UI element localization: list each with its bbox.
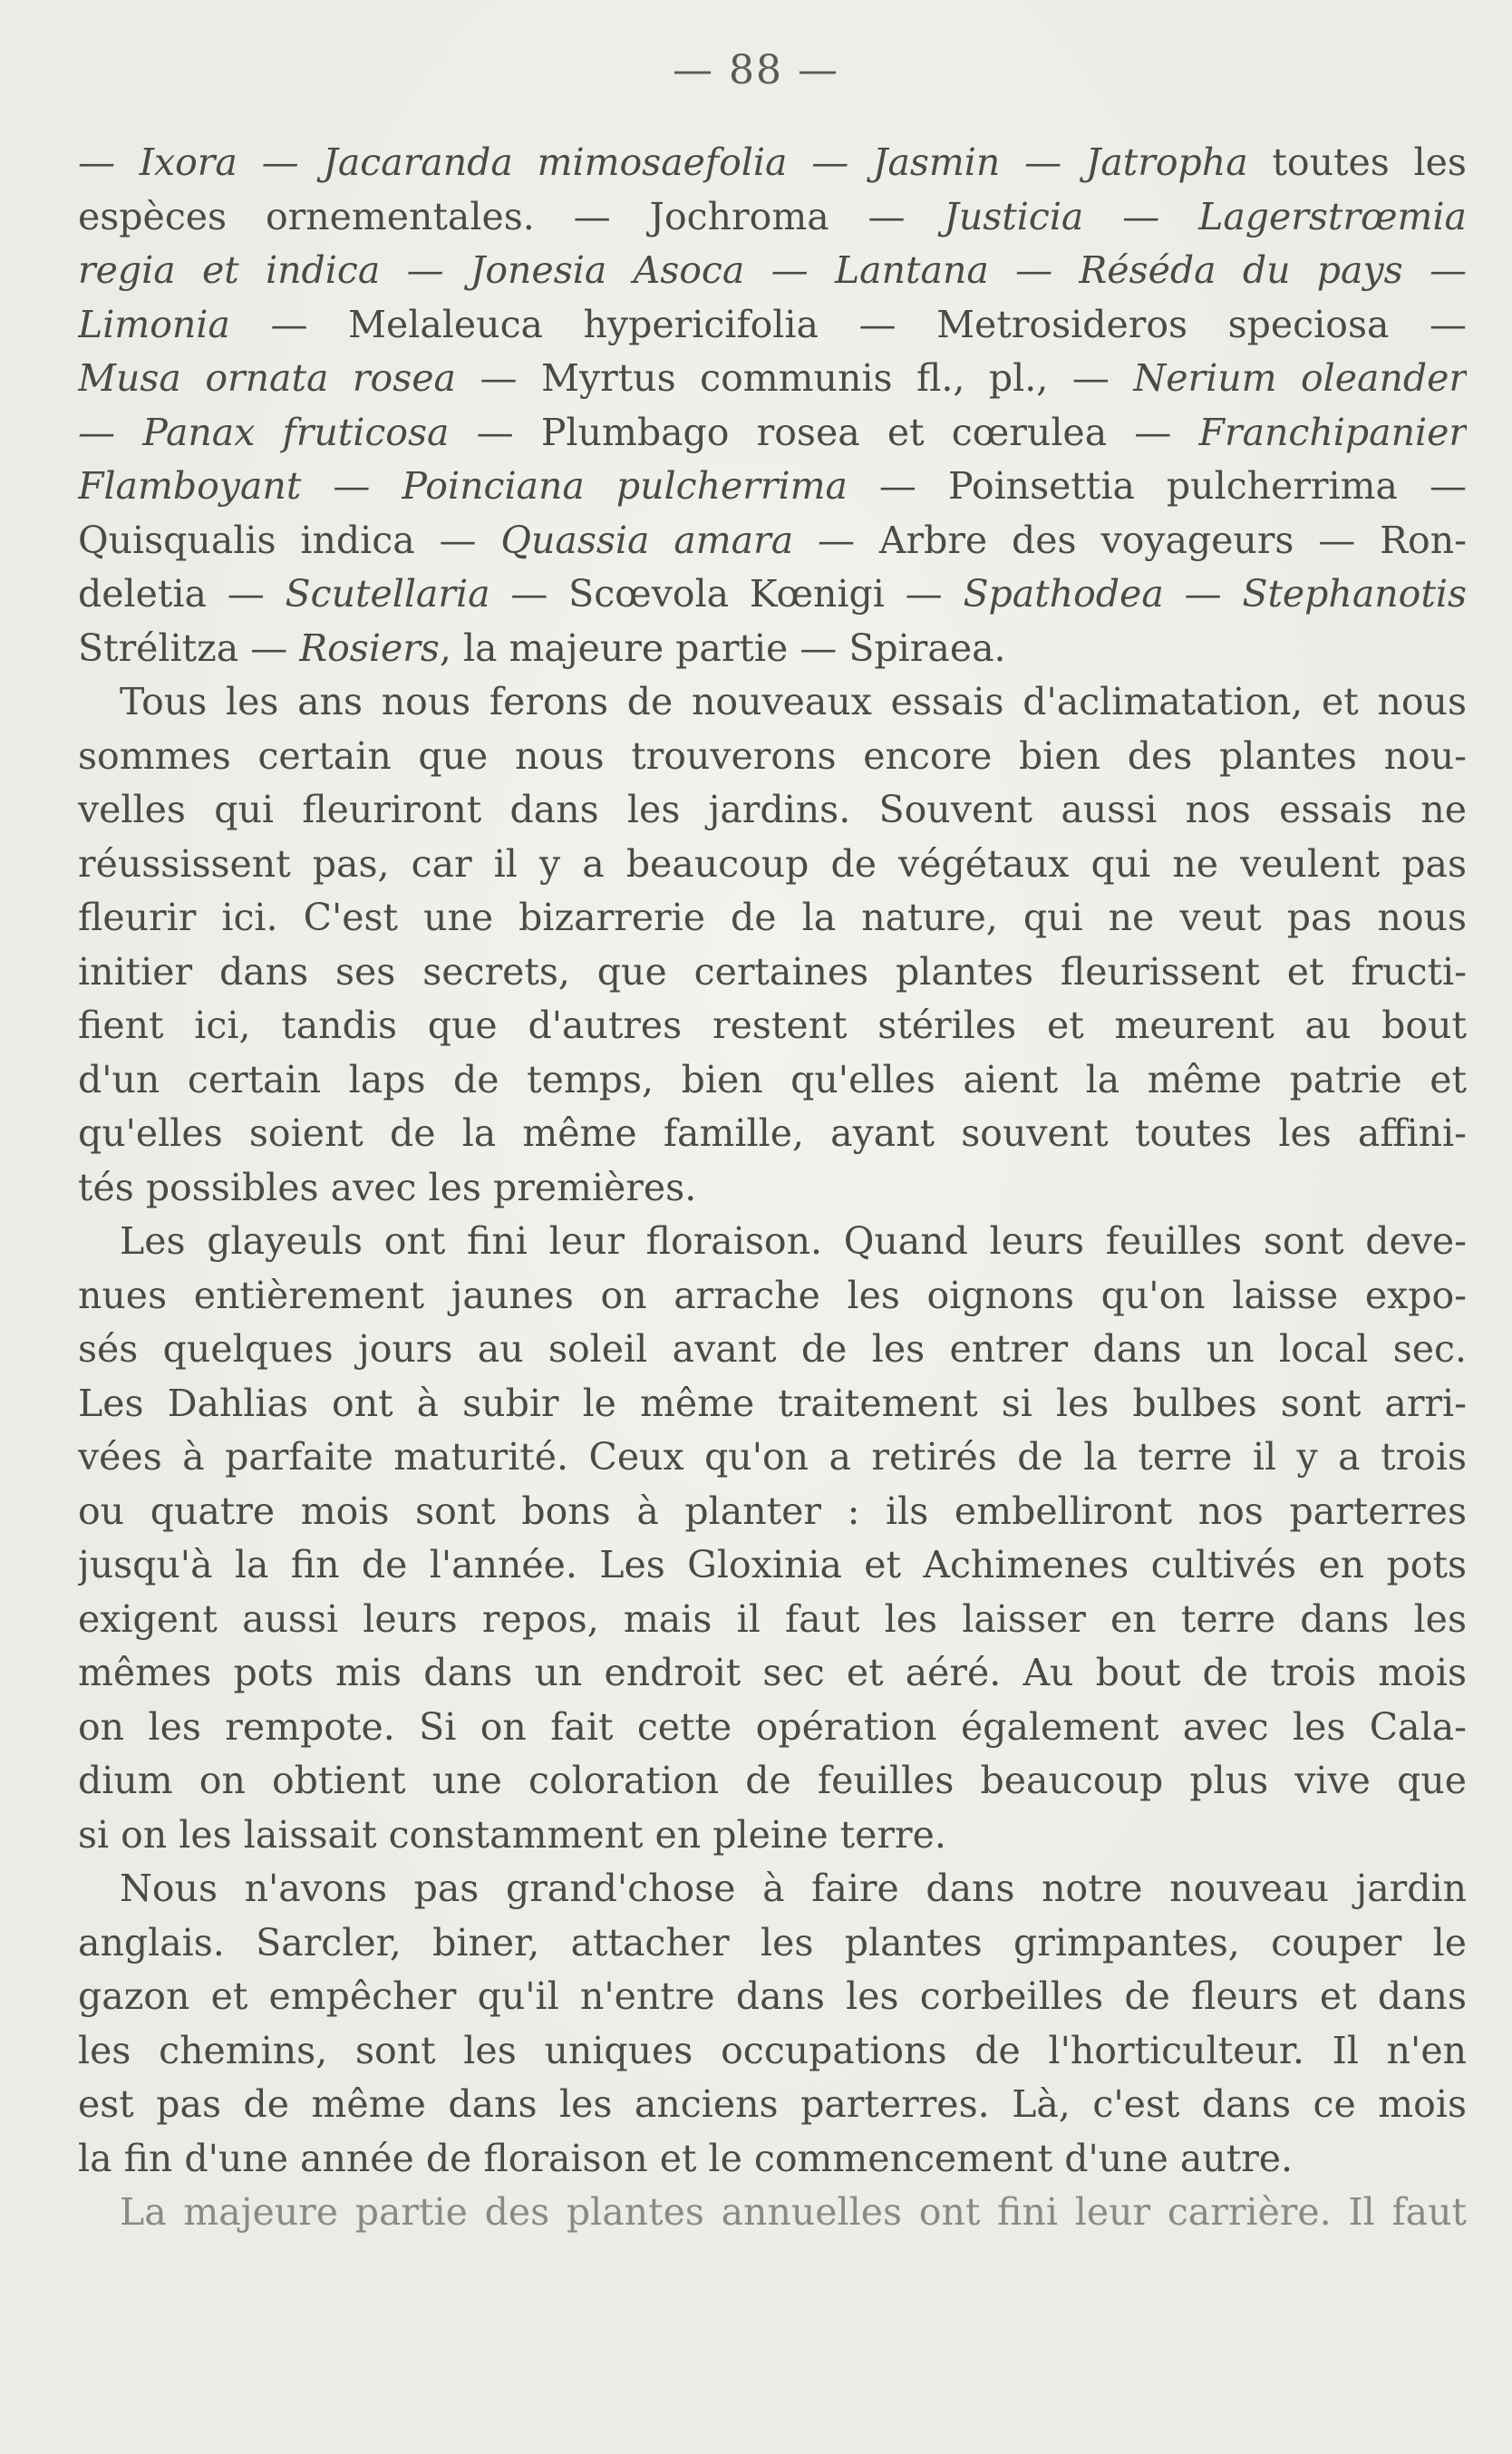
text-run: est pas de même dans les anciens parterres. Là, c'est dans ce mois bbox=[78, 2082, 1467, 2126]
text-run: mêmes pots mis dans un endroit sec et aéré. Au bout de trois mois bbox=[78, 1651, 1467, 1694]
text-line bbox=[78, 838, 1467, 892]
text-line bbox=[78, 1107, 1467, 1161]
text-line bbox=[78, 946, 1467, 1000]
text-run: qu'elles soient de la même famille, ayant souvent toutes les affini- bbox=[78, 1111, 1467, 1155]
text-run: vées à parfaite maturité. Ceux qu'on a retirés de la terre il y a trois bbox=[78, 1435, 1467, 1479]
italic-run: — Ixora — Jacaranda mimosaefolia — Jasmin — Jatropha bbox=[78, 141, 1248, 184]
text-run: Quisqualis indica — bbox=[78, 518, 501, 562]
italic-run: — Panax fruticosa bbox=[78, 410, 450, 454]
italic-run: Musa ornata rosea bbox=[78, 356, 456, 400]
paragraph bbox=[78, 1215, 1467, 1862]
text-run: ou quatre mois sont bons à planter : ils embelliront nos parterres bbox=[78, 1489, 1467, 1533]
text-run: — Myrtus communis fl., pl., — bbox=[455, 356, 1134, 400]
italic-run: Franchipanier bbox=[1198, 410, 1467, 454]
text-line bbox=[78, 136, 1467, 190]
text-line bbox=[78, 1538, 1467, 1593]
text-line bbox=[78, 783, 1467, 838]
text-line bbox=[78, 1323, 1467, 1377]
text-line bbox=[78, 1431, 1467, 1485]
text-run: d'un certain laps de temps, bien qu'elles aient la même patrie et bbox=[78, 1057, 1467, 1101]
text-line bbox=[78, 1269, 1467, 1324]
text-line bbox=[78, 1970, 1467, 2024]
text-run: Les glayeuls ont fini leur floraison. Quand leurs feuilles sont deve- bbox=[120, 1219, 1467, 1263]
text-line bbox=[78, 622, 1467, 676]
text-run: on les rempote. Si on fait cette opération également avec les Cala- bbox=[78, 1704, 1467, 1749]
text-run: initier dans ses secrets, que certaines plantes fleurissent et fructi- bbox=[78, 949, 1467, 994]
text-line bbox=[78, 675, 1467, 730]
text-line bbox=[78, 244, 1467, 298]
text-line bbox=[78, 1862, 1467, 1916]
text-run: — Poinsettia pulcherrima — bbox=[847, 464, 1467, 508]
text-line bbox=[78, 1053, 1467, 1108]
text-run: la fin d'une année de floraison et le commencement d'une autre. bbox=[78, 2136, 1294, 2180]
text-line bbox=[78, 1701, 1467, 1755]
text-line bbox=[78, 1377, 1467, 1431]
text-line bbox=[78, 2186, 1467, 2240]
text-line bbox=[78, 2024, 1467, 2079]
text-run: — Melaleuca hypericifolia — Metrosideros speciosa — bbox=[229, 302, 1467, 346]
paragraph bbox=[78, 2186, 1467, 2240]
text-run: , la majeure partie — Spiraea. bbox=[439, 626, 1006, 670]
text-run: les chemins, sont les uniques occupations de l'horticulteur. Il n'en bbox=[78, 2028, 1467, 2072]
paragraph bbox=[78, 1862, 1467, 2186]
italic-run: Justicia — Lagerstrœmia bbox=[944, 194, 1467, 238]
text-line bbox=[78, 514, 1467, 568]
text-line bbox=[78, 1754, 1467, 1809]
text-run: exigent aussi leurs repos, mais il faut les laisser en terre dans les bbox=[78, 1596, 1467, 1641]
text-line bbox=[78, 1593, 1467, 1647]
italic-run: Scutellaria bbox=[285, 572, 490, 616]
text-run: anglais. Sarcler, biner, attacher les plantes grimpantes, couper le bbox=[78, 1920, 1467, 1964]
text-run: tés possibles avec les premières. bbox=[78, 1165, 697, 1209]
page-number: — 88 — bbox=[673, 47, 839, 93]
text-run: sés quelques jours au soleil avant de les entrer dans un local sec. bbox=[78, 1327, 1467, 1371]
text-line bbox=[78, 2078, 1467, 2132]
text-line bbox=[78, 1809, 1467, 1863]
italic-run: Spathodea — Stephanotis bbox=[963, 572, 1467, 616]
text-run: toutes les bbox=[1247, 141, 1467, 184]
text-line bbox=[78, 891, 1467, 946]
text-run: — Scœvola Kœnigi — bbox=[489, 572, 964, 616]
text-run: réussissent pas, car il y a beaucoup de végétaux qui ne veulent pas bbox=[78, 841, 1467, 886]
text-run: — Plumbago rosea et cœrulea — bbox=[449, 410, 1199, 454]
text-line bbox=[78, 460, 1467, 514]
text-line bbox=[78, 730, 1467, 784]
text-run: — Arbre des voyageurs — Ron- bbox=[793, 518, 1467, 562]
text-run: Les Dahlias ont à subir le même traitement si les bulbes sont arri- bbox=[78, 1381, 1467, 1425]
italic-run: Rosiers bbox=[299, 626, 440, 670]
text-line bbox=[78, 298, 1467, 353]
text-run: deletia — bbox=[78, 572, 286, 616]
text-run: gazon et empêcher qu'il n'entre dans les corbeilles de fleurs et dans bbox=[78, 1974, 1467, 2018]
text-run: nues entièrement jaunes on arrache les oignons qu'on laisse expo- bbox=[78, 1273, 1467, 1317]
italic-run: Limonia bbox=[78, 302, 230, 346]
text-run: Nous n'avons pas grand'chose à faire dans notre nouveau jardin bbox=[120, 1867, 1467, 1910]
text-line bbox=[78, 1916, 1467, 1971]
text-line bbox=[78, 406, 1467, 461]
text-line bbox=[78, 1161, 1467, 1216]
text-line bbox=[78, 190, 1467, 245]
text-run: espèces ornementales. — Jochroma — bbox=[78, 194, 945, 238]
italic-run: Nerium oleander bbox=[1133, 356, 1467, 400]
text-run: dium on obtient une coloration de feuilles beaucoup plus vive que bbox=[78, 1759, 1467, 1802]
text-line bbox=[78, 352, 1467, 406]
paragraph bbox=[78, 136, 1467, 675]
text-line bbox=[78, 2132, 1467, 2187]
text-run: fient ici, tandis que d'autres restent stériles et meurent au bout bbox=[78, 1004, 1467, 1047]
text-line bbox=[78, 567, 1467, 622]
paragraph bbox=[78, 675, 1467, 1215]
italic-run: regia et indica — Jonesia Asoca — Lantana — Réséda du pays — bbox=[78, 248, 1467, 292]
text-line bbox=[78, 1215, 1467, 1269]
text-line bbox=[78, 1646, 1467, 1701]
text-run: Strélitza — bbox=[78, 626, 300, 670]
text-run: velles qui fleuriront dans les jardins. Souvent aussi nos essais ne bbox=[78, 788, 1467, 831]
text-line bbox=[78, 1485, 1467, 1539]
text-run: jusqu'à la fin de l'année. Les Gloxinia et Achimenes cultivés en pots bbox=[78, 1543, 1467, 1586]
text-run: fleurir ici. C'est une bizarrerie de la nature, qui ne veut pas nous bbox=[78, 896, 1467, 939]
text-run: sommes certain que nous trouverons encore bien des plantes nou- bbox=[78, 733, 1467, 778]
text-run: si on les laissait constamment en pleine terre. bbox=[78, 1812, 946, 1857]
italic-run: Quassia amara bbox=[500, 518, 794, 562]
body-text bbox=[78, 136, 1467, 2240]
italic-run: Flamboyant — Poinciana pulcherrima bbox=[78, 464, 848, 508]
text-run: Tous les ans nous ferons de nouveaux essais d'aclimatation, et nous bbox=[120, 680, 1467, 723]
text-run: La majeure partie des plantes annuelles ont fini leur carrière. Il faut bbox=[120, 2190, 1467, 2234]
text-line bbox=[78, 999, 1467, 1053]
